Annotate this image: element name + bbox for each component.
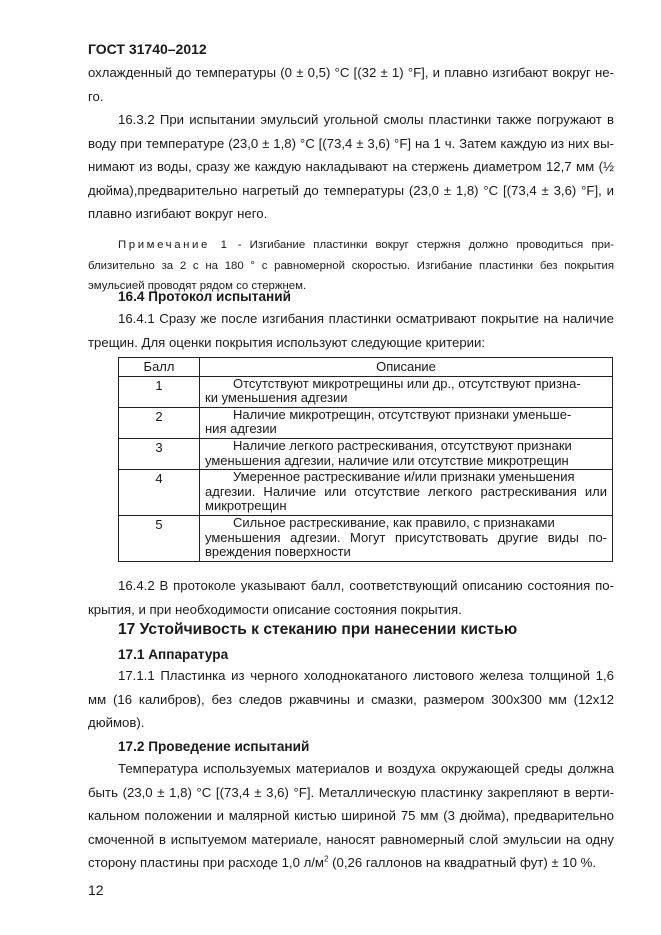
note-text: - Изгибание пластинки вокруг стержня должно проводиться при-близительно за 2 с на 180 ° с равномерной скоростью. Изгибание пластинки без покрытия эмульсией проводят рядом со стержнем. — [88, 239, 614, 292]
table-row — [119, 438, 613, 469]
paragraph-16-4-1 — [88, 307, 614, 354]
paragraph-text: 16.4.1 Сразу же после изгибания пластинки осматривают покрытие на наличие трещин. Для оценки покрытия используют следующие критерии: — [88, 311, 614, 350]
description-cell — [200, 470, 613, 516]
score-cell: 1 — [119, 376, 200, 407]
heading-17: 17 Устойчивость к стеканию при нанесении кистью — [118, 621, 518, 638]
paragraph-17-2 — [88, 757, 614, 875]
paragraph-text — [88, 757, 614, 875]
page-number: 12 — [88, 882, 104, 898]
paragraph-cooled — [88, 61, 614, 108]
score-cell: 3 — [119, 438, 200, 469]
description-cell — [200, 515, 613, 561]
paragraph-17-1-1 — [88, 664, 614, 735]
description-rest: уменьшения адгезии. Могут присутствовать другие виды по-вреждения поверхности — [205, 529, 607, 560]
note-1 — [88, 235, 614, 297]
document-id: ГОСТ 31740–2012 — [88, 41, 207, 57]
description-cell — [200, 438, 613, 469]
score-cell: 2 — [119, 407, 200, 438]
description-first-line: Умеренное растрескивание и/или признаки уменьшения — [233, 469, 575, 485]
paragraph-text: 16.4.2 В протоколе указывают балл, соответствующий описанию состояния по-крытия, и при необходимости описание состояния покрытия. — [88, 578, 614, 617]
description-rest: ки уменьшения адгезии — [205, 390, 348, 406]
grade-table — [118, 357, 613, 562]
description-first-line: Отсутствуют микротрещины или др., отсутствуют призна- — [233, 375, 581, 391]
paragraph-text-part: Температура используемых материалов и воздуха окружающей среды должна быть (23,0 ± 1,8) °С [(73,4 ± 3,6) °F]. Металлическую пластинку закрепляют в верти-кальном положении и малярной кистью шириной 75 мм (3 дюйма), предварительно смоченной в испытуемом материале, наносят равномерный слой эмульсии на одну сторону пластины при расходе 1,0 л/м — [88, 761, 614, 871]
paragraph-16-4-2 — [88, 574, 614, 621]
table-row — [119, 407, 613, 438]
description-first-line: Наличие микротрещин, отсутствуют признаки уменьше- — [233, 406, 572, 422]
note-label: Примечание 1 — [118, 239, 230, 251]
description-first-line: Сильное растрескивание, как правило, с признаками — [233, 514, 555, 530]
superscript: 2 — [324, 854, 329, 864]
description-rest: адгезии. Наличие или отсутствие легкого растрескивания или микротрещин — [205, 483, 607, 514]
table-header-row — [119, 358, 613, 377]
description-rest: ния адгезии — [205, 421, 277, 437]
paragraph-text: 16.3.2 При испытании эмульсий угольной смолы пластинки также погружают в воду при температуре (23,0 ± 1,8) °С [(73,4 ± 3,6) °F] на 1 ч. Затем каждую из них вы-нимают из воды, сразу же каждую накладывают на стержень диаметром 12,7 мм (½ дюйма),предварительно нагретый до температуры (23,0 ± 1,8) °С [(73,4 ± 3,6) °F], и плавно изгибают вокруг него. — [88, 112, 614, 222]
description-first-line: Наличие легкого растрескивания, отсутствуют признаки — [233, 437, 572, 453]
score-cell: 4 — [119, 470, 200, 516]
description-cell — [200, 407, 613, 438]
paragraph-16-3-2 — [88, 108, 614, 226]
description-rest: уменьшения адгезии, наличие или отсутствие микротрещин — [205, 452, 569, 468]
heading-17-1: 17.1 Аппаратура — [118, 647, 229, 662]
table-row — [119, 470, 613, 516]
score-cell: 5 — [119, 515, 200, 561]
paragraph-text: 17.1.1 Пластинка из черного холоднокатаного листового железа толщиной 1,6 мм (16 калибров), без следов ржавчины и смазки, размером 300х300 мм (12х12 дюймов). — [88, 668, 614, 731]
heading-16-4: 16.4 Протокол испытаний — [118, 289, 291, 304]
table-row — [119, 376, 613, 407]
paragraph-text: охлажденный до температуры (0 ± 0,5) °С [(32 ± 1) °F], и плавно изгибают вокруг не-го. — [88, 65, 614, 104]
header-score: Балл — [119, 358, 200, 377]
paragraph-text-part: (0,26 галлонов на квадратный фут) ± 10 %. — [328, 855, 597, 871]
heading-17-2: 17.2 Проведение испытаний — [118, 739, 310, 754]
table-row — [119, 515, 613, 561]
header-description: Описание — [200, 358, 613, 377]
description-cell — [200, 376, 613, 407]
